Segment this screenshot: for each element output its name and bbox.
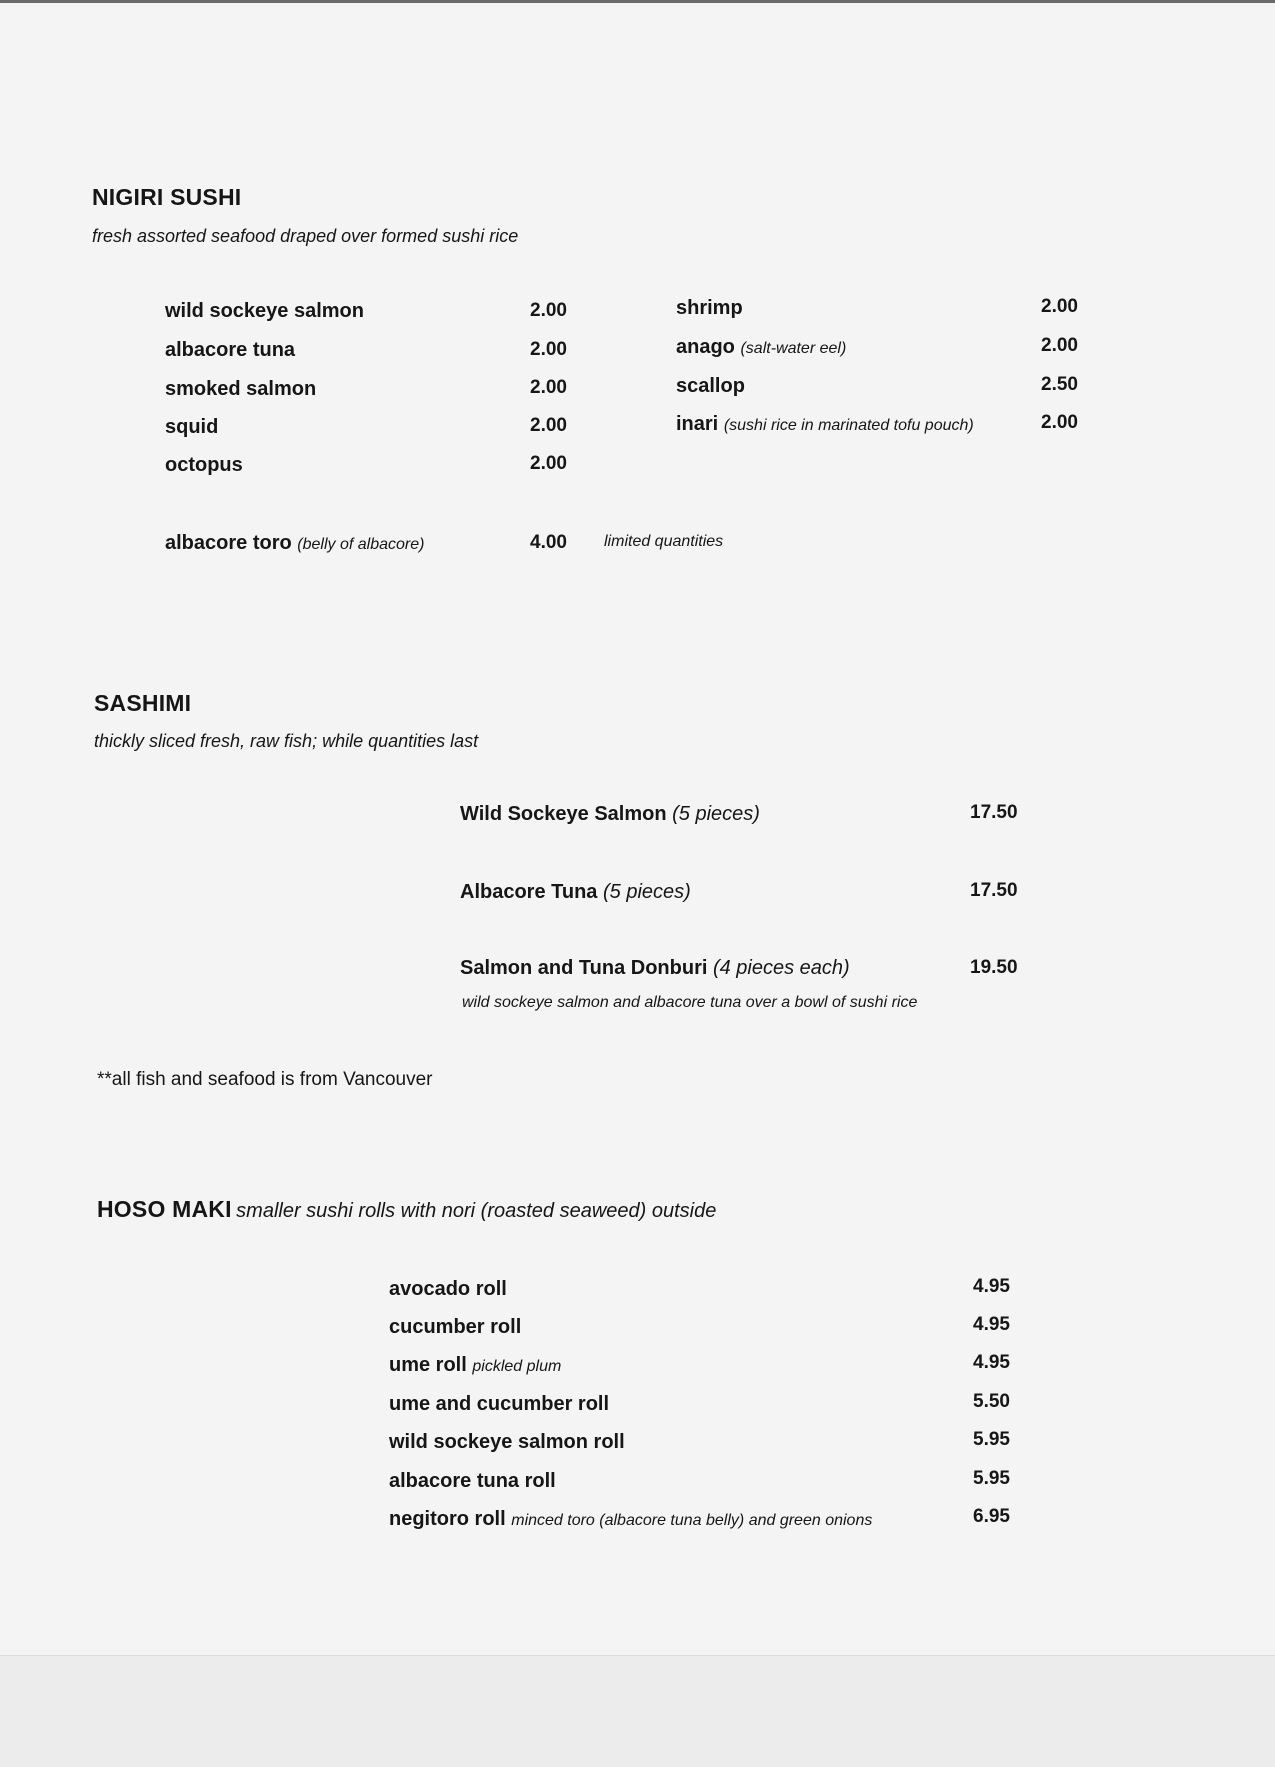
toro-limited-note: limited quantities [604,533,724,550]
hoso-price: 4.95 [973,1276,1010,1297]
menu-item-note: (4 pieces each) [712,957,850,979]
sashimi-item [460,803,760,826]
menu-item-note: (salt-water eel) [740,340,847,357]
sashimi-subtitle: thickly sliced fresh, raw fish; while quantities last [94,731,479,751]
menu-item-label: Albacore Tuna [460,881,598,903]
menu-item-price: 2.00 [530,415,567,436]
menu-item-label: Wild Sockeye Salmon [460,803,667,825]
menu-item-name: squid [165,416,219,438]
menu-item-label: avocado roll [389,1278,507,1300]
menu-item-name [676,413,974,436]
sashimi-item [460,957,850,980]
hoso-price: 5.50 [973,1391,1010,1412]
menu-item-note: pickled plum [472,1358,562,1375]
menu-item-label: negitoro roll [389,1508,506,1530]
menu-item-name: smoked salmon [165,378,317,400]
sashimi-title: SASHIMI [94,690,192,716]
menu-item-label: inari [676,413,719,435]
menu-item-price: 2.00 [1041,335,1078,356]
menu-item-price: 2.00 [1041,412,1078,433]
menu-item-name [676,336,846,359]
menu-item-label: scallop [676,375,745,397]
menu-item-label: albacore toro [165,532,292,554]
hoso-item [389,1354,561,1377]
hoso-item [389,1431,625,1454]
sashimi-description: wild sockeye salmon and albacore tuna over a bowl of sushi rice [462,994,918,1011]
menu-item-label: anago [676,336,735,358]
menu-item-label: wild sockeye salmon roll [389,1431,625,1453]
hoso-item [389,1470,556,1493]
menu-item-price: 2.00 [530,300,567,321]
hoso-item [389,1393,609,1416]
scan-bottom-band [0,1655,1275,1767]
menu-item-price: 2.00 [1041,296,1078,317]
footnote: **all fish and seafood is from Vancouver [97,1069,433,1090]
menu-item-name [676,375,745,398]
menu-item-price: 2.50 [1041,374,1078,395]
menu-item-label: shrimp [676,297,743,319]
menu-item-price: 2.00 [530,453,567,474]
toro-item [165,532,424,555]
hoso-item [389,1316,521,1339]
hoso-price: 5.95 [973,1429,1010,1450]
menu-item-note: (5 pieces) [672,803,760,825]
nigiri-title: NIGIRI SUSHI [92,184,242,210]
toro-price: 4.00 [530,532,567,553]
hoso-item [389,1278,507,1301]
menu-item-note: (belly of albacore) [297,536,425,553]
menu-item-note: (sushi rice in marinated tofu pouch) [723,417,974,434]
menu-item-name: octopus [165,454,243,476]
hoso-header [97,1196,716,1223]
hoso-price: 4.95 [973,1352,1010,1373]
sashimi-price: 19.50 [970,957,1018,978]
menu-item-label: Salmon and Tuna Donburi [460,957,708,979]
sashimi-price: 17.50 [970,880,1018,901]
menu-item-name: wild sockeye salmon [165,300,364,322]
hoso-item [389,1508,872,1531]
hoso-title: HOSO MAKI [97,1196,232,1222]
menu-item-price: 2.00 [530,339,567,360]
menu-item-label: ume roll [389,1354,467,1376]
hoso-price: 5.95 [973,1468,1010,1489]
menu-item-label: ume and cucumber roll [389,1393,610,1415]
menu-item-label: cucumber roll [389,1316,522,1338]
sashimi-price: 17.50 [970,802,1018,823]
nigiri-subtitle: fresh assorted seafood draped over formed sushi rice [92,226,519,246]
scan-edge-line [0,0,1275,3]
menu-item-name [676,297,743,320]
hoso-subtitle: smaller sushi rolls with nori (roasted seaweed) outside [236,1200,717,1222]
menu-item-note: (5 pieces) [603,881,691,903]
hoso-price: 6.95 [973,1506,1010,1527]
menu-item-name: albacore tuna [165,339,296,361]
menu-item-price: 2.00 [530,377,567,398]
menu-item-note: minced toro (albacore tuna belly) and green onions [511,1512,873,1529]
hoso-price: 4.95 [973,1314,1010,1335]
menu-item-label: albacore tuna roll [389,1470,556,1492]
sashimi-item [460,881,691,904]
